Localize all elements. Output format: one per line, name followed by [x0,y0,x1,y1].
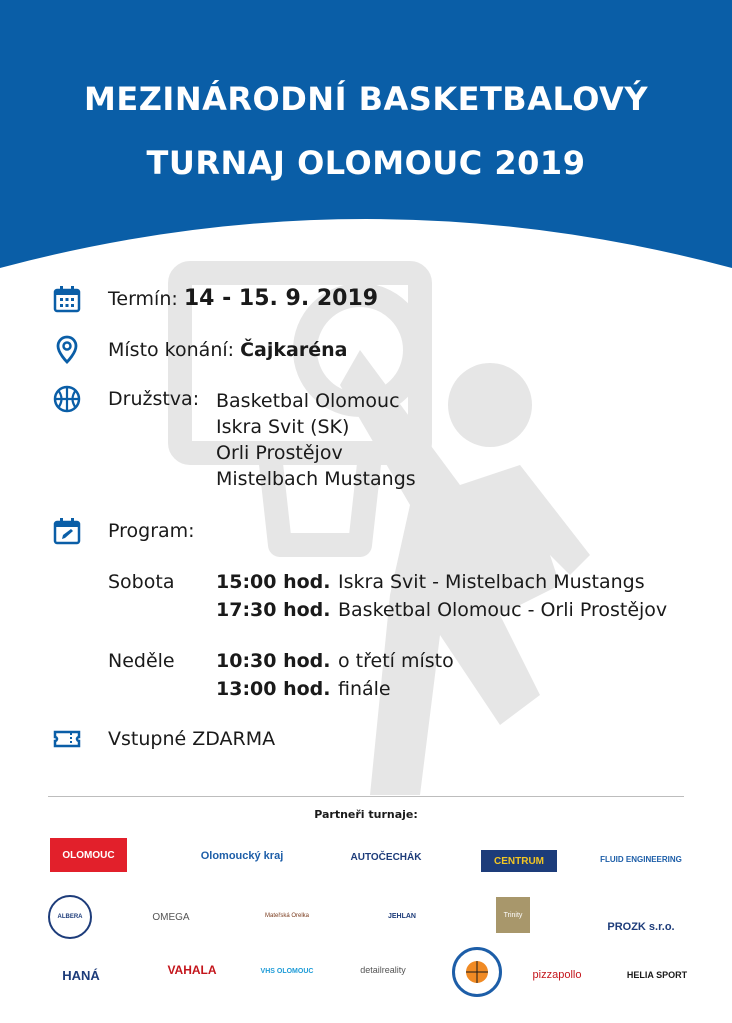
partner-logo-centrum [481,850,557,872]
page-title-line1: MEZINÁRODNÍ BASKETBALOVÝ [84,80,648,118]
date-row [108,286,378,311]
schedule-time: 15:00 hod. [216,571,331,593]
partner-logo-text: AUTOČECHÁK [350,851,422,863]
partner-logo-text: HELIA SPORT [626,970,688,980]
date-value: 14 - 15. 9. 2019 [183,286,379,311]
partner-logo-albera [48,895,92,939]
partner-logo-text: Olomoucký kraj [200,850,284,862]
partner-logo-trinity [496,897,530,933]
partner-logo-text: OMEGA [152,911,190,923]
team-item: Iskra Svit (SK) [216,416,350,438]
partner-logo-text: VAHALA [167,963,217,977]
schedule-day: Sobota [108,571,175,593]
schedule-time: 17:30 hod. [216,599,331,621]
partner-logo-text: Trinity [503,911,523,919]
basketball-icon [52,384,82,414]
date-label: Termín: [108,288,178,310]
schedule-time: 13:00 hod. [216,678,331,700]
partner-logo-detailreality [350,953,416,987]
partner-logo-text: JEHLAN [387,912,416,920]
schedule-match: finále [338,678,391,700]
partner-logo-pizzapollo [522,964,592,986]
team-item: Basketbal Olomouc [216,390,400,412]
calendar-icon [52,284,82,314]
venue-label: Místo konání: [108,339,235,361]
teams-label: Družstva: [108,388,200,410]
partner-logo-prozk [596,918,686,936]
page-title-line2: TURNAJ OLOMOUC 2019 [146,144,586,182]
partner-logo-orelka [255,896,319,936]
entry-text: Vstupné ZDARMA [108,728,276,750]
partner-logo-text: CENTRUM [494,855,544,867]
divider [48,796,684,797]
venue-value: Čajkaréna [240,339,348,361]
partner-logo-text: pizzapollo [532,969,582,981]
partner-logo-text: FLUID ENGINEERING [600,854,682,864]
partner-logo-basketball-club [452,947,502,997]
partner-logo-text: detailreality [360,965,406,975]
partner-logo-text: HANÁ [62,967,100,983]
venue-row [108,339,347,361]
partner-logo-text: OLOMOUC [62,849,115,861]
partners-label: Partneři turnaje: [314,808,418,821]
partner-logo-text: Mateřská Orelka [264,913,309,919]
partner-logo-vahala [164,953,220,987]
header-background [0,0,732,280]
partner-logo-omega [136,905,206,929]
schedule-match: Iskra Svit - Mistelbach Mustangs [338,571,645,593]
schedule-match: Basketbal Olomouc - Orli Prostějov [338,599,668,621]
partner-logo-vhs-olomouc [252,953,322,989]
partner-logo-olomoucky-kraj [182,838,302,874]
partner-logo-jehlan [378,894,426,938]
team-item: Mistelbach Mustangs [216,468,416,490]
partner-logo-autocechak [336,840,436,874]
schedule-time: 10:30 hod. [216,650,331,672]
partner-logo-hana [48,962,114,988]
partner-logo-text: VHS OLOMOUC [260,967,314,975]
schedule-match: o třetí místo [338,650,454,672]
partner-logo-helia [626,966,688,984]
team-item: Orli Prostějov [216,442,343,464]
partner-logo-text: PROZK s.r.o. [607,921,675,933]
program-label: Program: [108,520,195,542]
teams-list [216,388,416,492]
partner-logo-olomouc [50,838,127,872]
schedule-day: Neděle [108,650,175,672]
partner-logo-text: ALBERA [57,914,83,920]
ticket-icon [52,724,82,754]
basketball-icon [464,959,490,985]
location-pin-icon [52,334,82,364]
partner-logo-fluid-engineering [596,842,686,876]
calendar-edit-icon [52,516,82,546]
